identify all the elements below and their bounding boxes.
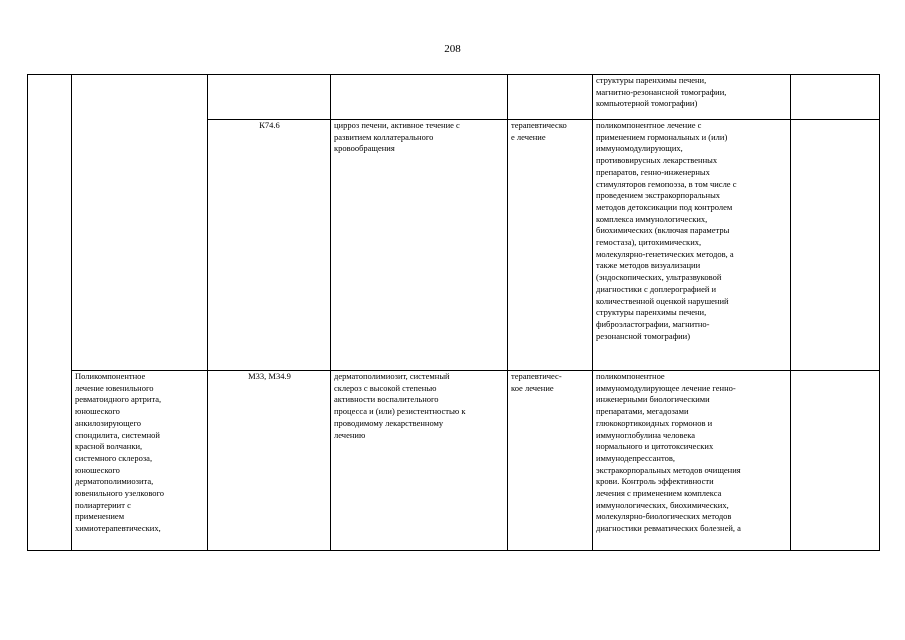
code-cell: М33, М34.9 <box>208 371 331 551</box>
code-cell <box>208 75 331 120</box>
table-row <box>28 75 880 120</box>
extra-cell <box>791 75 880 120</box>
table-row <box>28 371 880 551</box>
row-number-cell <box>28 75 72 551</box>
method-cell: поликомпонентное лечение с применением гормональных и (или) иммуномодулирующих, противовирусных лекарственных препаратов, генно-инженерных стимуляторов гемопоэза, в том числе с проведением экстракорпоральных методов детоксикации под контролем комплекса иммунологических, биохимических (включая параметры гемостаза), цитохимических, молекулярно-генетических методов, а также методов визуализации (эндоскопических, ультразвуковой диагностики с доплерографией и количественной оценкой нарушений структуры паренхимы печени, фиброэластографии, магнитно- резонансной томографии) <box>593 120 791 371</box>
model-cell <box>331 75 508 120</box>
method-cell: структуры паренхимы печени, магнитно-резонансной томографии, компьютерной томографии) <box>593 75 791 120</box>
extra-cell <box>791 371 880 551</box>
treatment-type-cell <box>508 75 593 120</box>
method-cell: поликомпонентное иммуномодулирующее лечение генно- инженерными биологическими препаратами, мегадозами глюкокортикоидных гормонов и иммуноглобулина человека нормального и цитотоксических иммунодепрессантов, экстракорпоральных методов очищения крови. Контроль эффективности лечения с применением комплекса иммунологических, биохимических, молекулярно-биологических методов диагностики ревматических болезней, а <box>593 371 791 551</box>
group-cell <box>72 75 208 371</box>
code-cell: К74.6 <box>208 120 331 371</box>
treatment-table <box>27 74 880 551</box>
treatment-type-cell: терапевтичес- кое лечение <box>508 371 593 551</box>
model-cell: цирроз печени, активное течение с развитием коллатерального кровообращения <box>331 120 508 371</box>
treatment-type-cell: терапевтическо е лечение <box>508 120 593 371</box>
group-cell: Поликомпонентное лечение ювенильного ревматоидного артрита, юношеского анкилозирующего спондилита, системной красной волчанки, системного склероза, юношеского дерматополимиозита, ювенильного узелкового полиартериит с применением химиотерапевтических, <box>72 371 208 551</box>
extra-cell <box>791 120 880 371</box>
page-number: 208 <box>444 43 461 55</box>
model-cell: дерматополимиозит, системный склероз с высокой степенью активности воспалительного процесса и (или) резистентностью к проводимому лекарственному лечению <box>331 371 508 551</box>
